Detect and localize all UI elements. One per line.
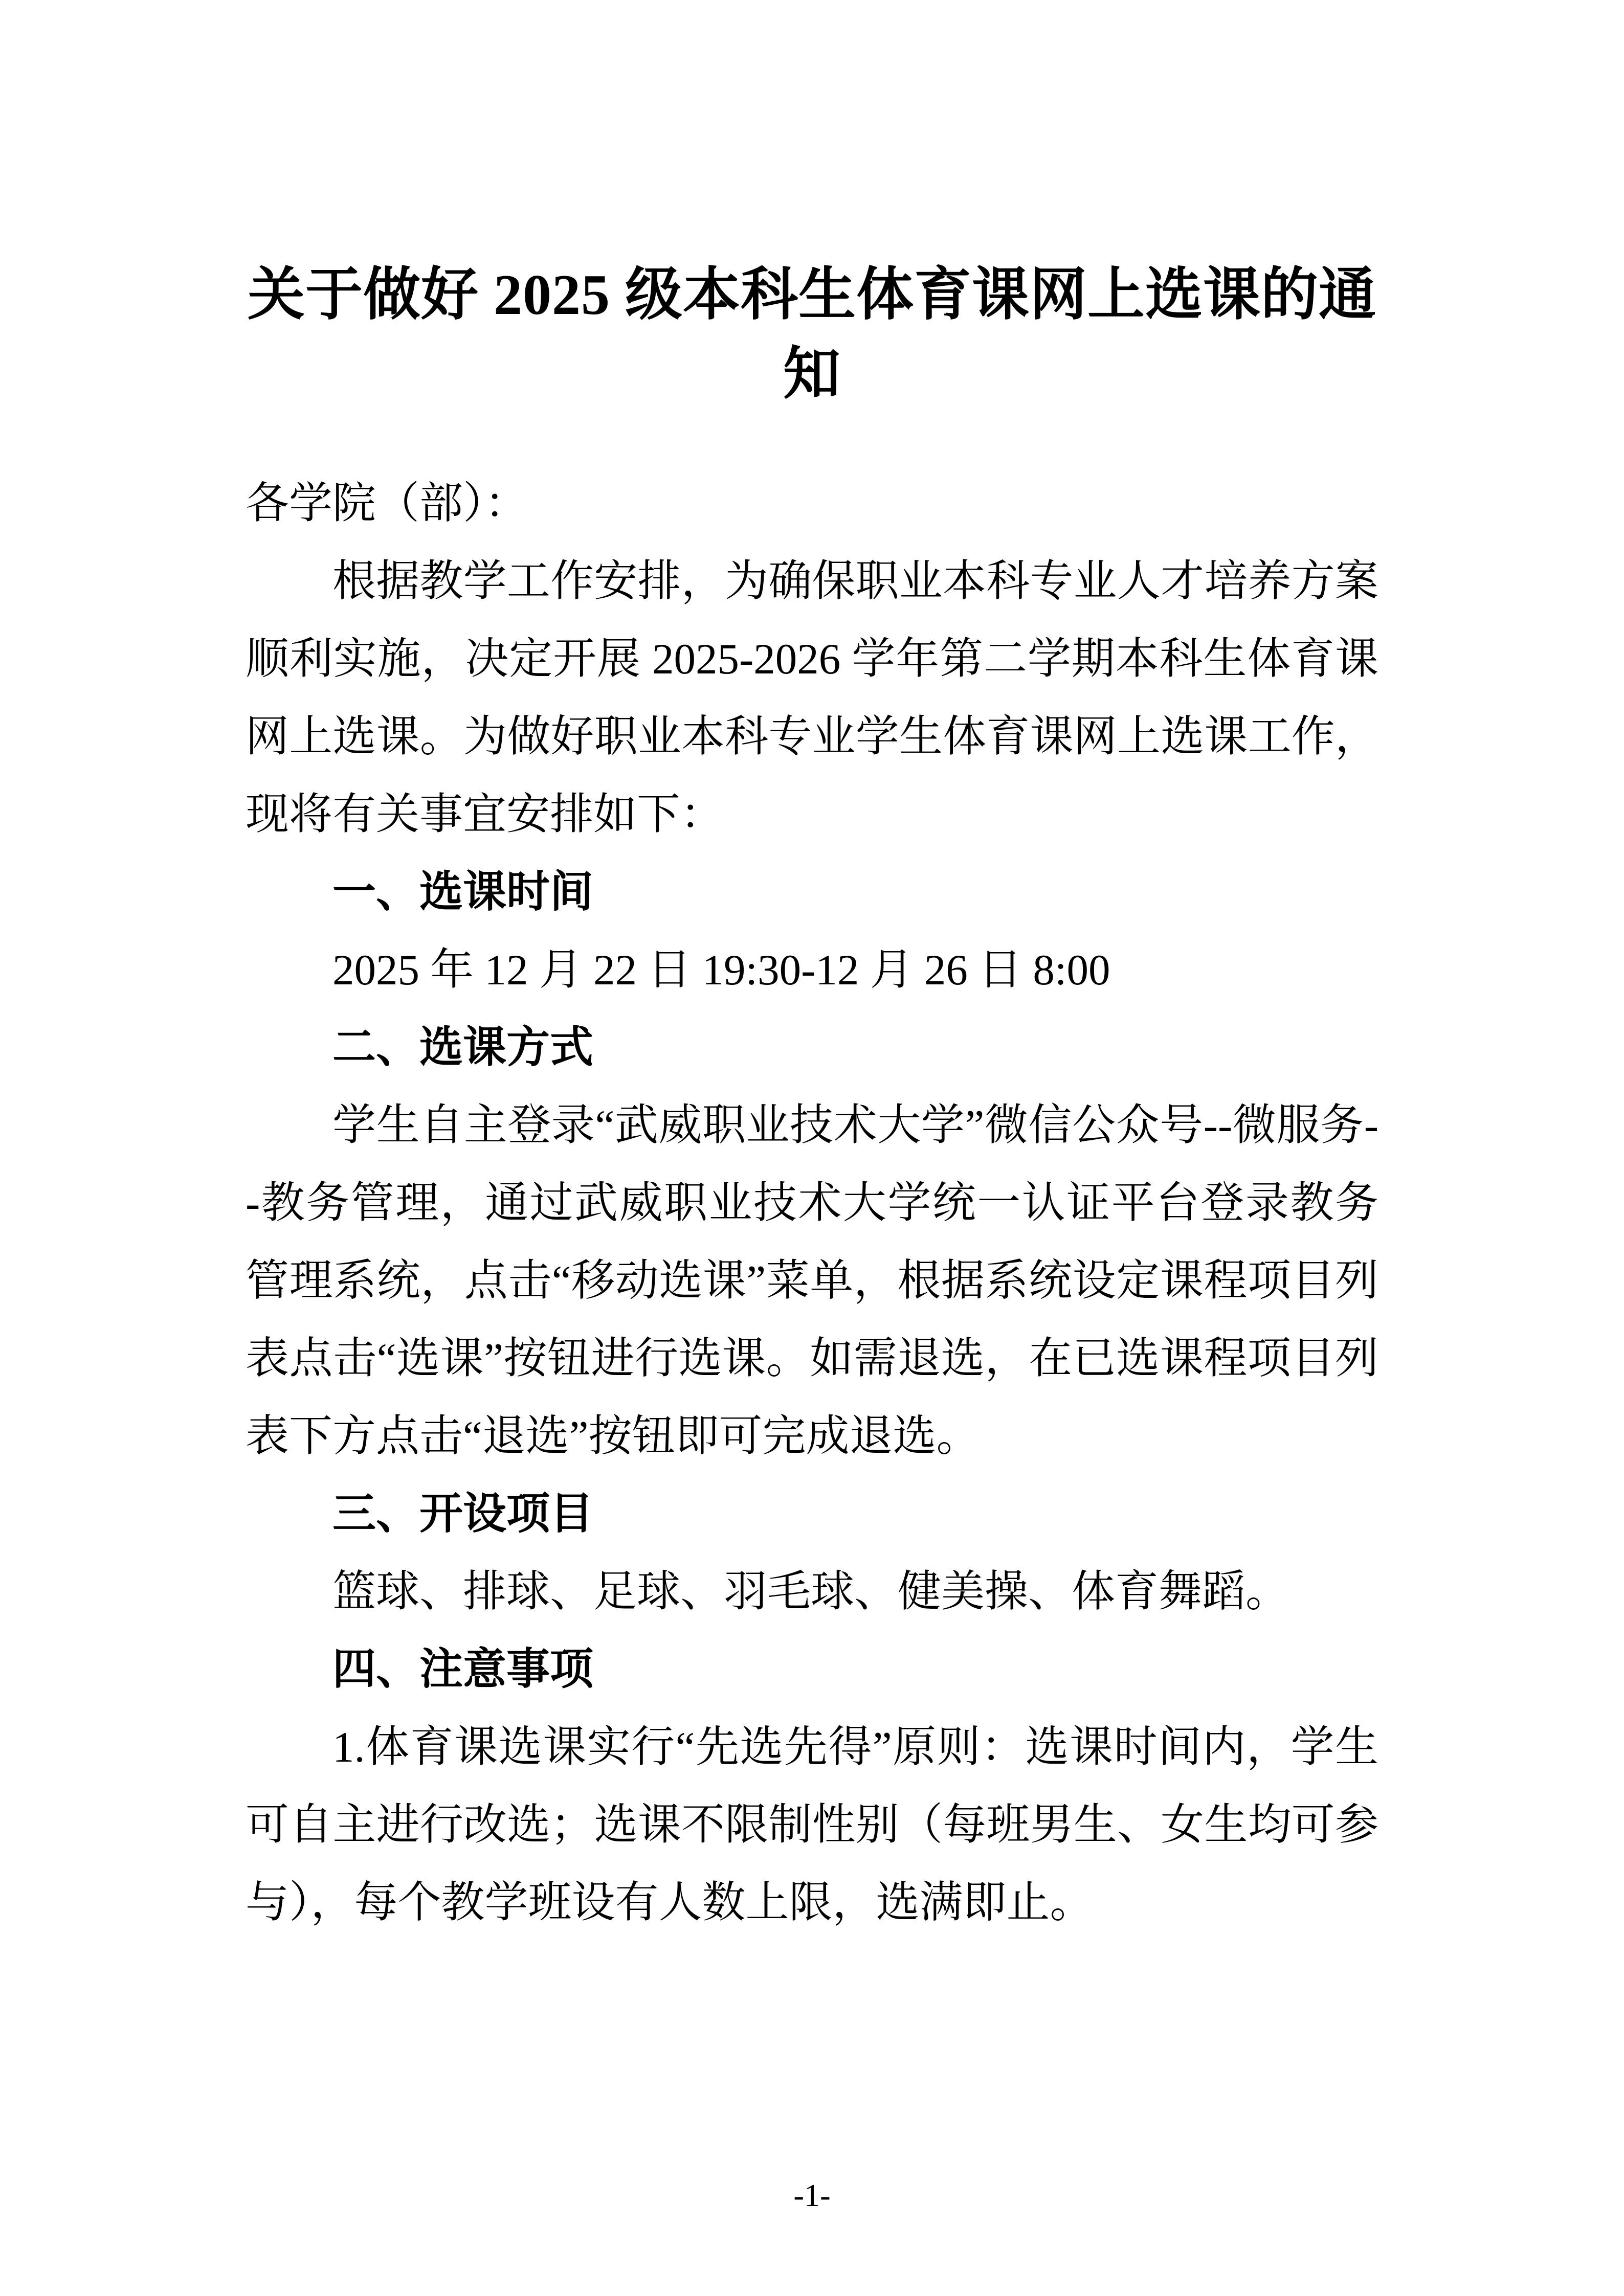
selection-method-paragraph: 学生自主登录“武威职业技术大学”微信公众号--微服务--教务管理，通过武威职业技术大学统一认证平台登录教务管理系统，点击“移动选课”菜单，根据系统设定课程项目列表点击“选课”按钮进行选课。如需退选，在已选课程项目列表下方点击“退选”按钮即可完成退选。 xyxy=(246,1101,1378,1461)
section-heading-offered-programs: 三、开设项目 xyxy=(332,1490,594,1539)
selection-time-value: 2025 年 12 月 22 日 19:30-12 月 26 日 8:00 xyxy=(332,946,1110,995)
notes-paragraph: 1.体育课选课实行“先选先得”原则：选课时间内，学生可自主进行改选；选课不限制性别（每班男生、女生均可参与），每个教学班设有人数上限，选满即止。 xyxy=(246,1723,1378,1927)
section-heading-selection-method: 二、选课方式 xyxy=(332,1023,594,1072)
section-offered-programs xyxy=(246,1475,1378,1631)
section-selection-method xyxy=(246,1009,1378,1475)
page-title: 关于做好 2025 级本科生体育课网上选课的通知 xyxy=(248,263,1376,406)
section-notes xyxy=(246,1631,1378,1942)
section-heading-selection-time: 一、选课时间 xyxy=(332,868,594,917)
section-heading-notes: 四、注意事项 xyxy=(332,1645,594,1694)
offered-programs-list: 篮球、排球、足球、羽毛球、健美操、体育舞蹈。 xyxy=(332,1568,1289,1616)
section-selection-time xyxy=(246,853,1378,1009)
salutation: 各学院（部）： xyxy=(246,480,528,528)
intro-paragraph: 根据教学工作安排，为确保职业本科专业人才培养方案顺利实施，决定开展 2025-2026 学年第二学期本科生体育课网上选课。为做好职业本科专业学生体育课网上选课工作，现将有关事宜安排如下： xyxy=(246,557,1378,839)
page-number: -1- xyxy=(793,2178,831,2213)
